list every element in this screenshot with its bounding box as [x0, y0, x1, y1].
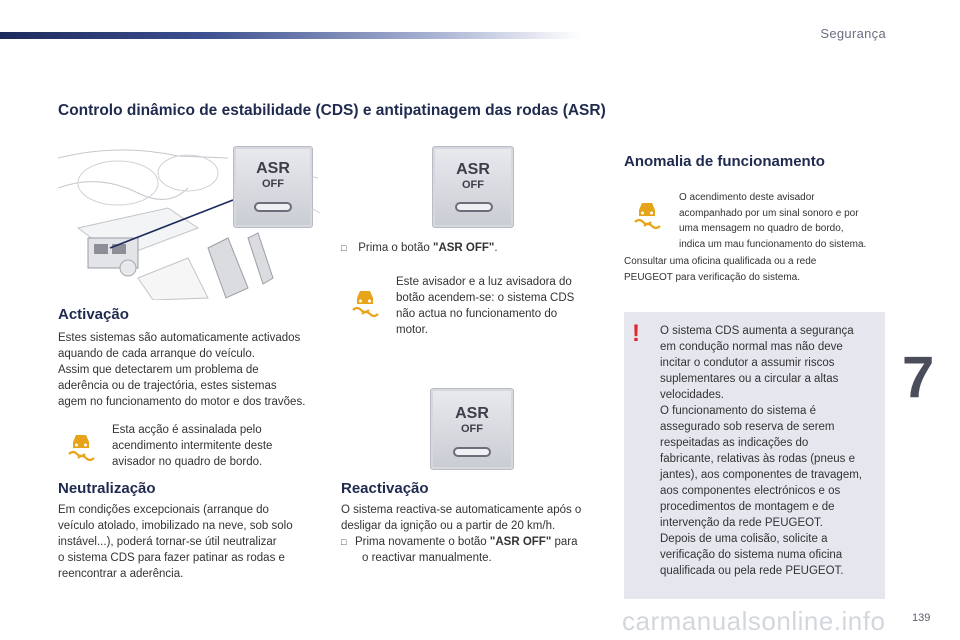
text-line: veículo atolado, imobilizado na neve, sob solo — [58, 520, 293, 532]
text-line: incitar o condutor a assumir riscos — [660, 357, 835, 369]
safety-note-text — [660, 323, 885, 579]
anomalia-text-full — [624, 254, 884, 285]
text-line: Em condições excepcionais (arranque do — [58, 504, 269, 516]
text-line: qualificada ou pela rede PEUGEOT. — [660, 565, 844, 577]
text-line: intervenção da rede PEUGEOT. — [660, 517, 823, 529]
watermark-text: carmanualsonline.info — [622, 606, 886, 636]
text-line: acendimento intermitente deste — [112, 440, 273, 452]
text-line: motor. — [396, 324, 428, 336]
step-bold: "ASR OFF" — [489, 536, 552, 548]
step-end: para — [551, 536, 578, 548]
text-line: O sistema reactiva-se automaticamente após o — [341, 504, 582, 516]
reactivate-step — [341, 534, 616, 550]
text-line: avisador no quadro de bordo. — [112, 456, 263, 468]
text-line: Consultar uma oficina qualificada ou a rede — [624, 256, 817, 267]
press-asr-step — [341, 240, 611, 256]
text-line: não actua no funcionamento do — [396, 308, 558, 320]
anomalia-heading: Anomalia de funcionamento — [624, 153, 825, 170]
step-bold: "ASR OFF" — [433, 242, 495, 254]
text-line: fabricante, relativas às rodas (pneus e — [660, 453, 855, 465]
text-line: em condução normal mas não deve — [660, 341, 843, 353]
text-line: assegurado sob reserva de serem — [660, 421, 835, 433]
checkbox-bullet-icon: □ — [341, 537, 347, 547]
page-number: 139 — [912, 612, 931, 624]
asr-label: ASR — [456, 161, 490, 178]
checkbox-bullet-icon: □ — [341, 243, 347, 253]
text-line: PEUGEOT para verificação do sistema. — [624, 271, 800, 283]
neutralizacao-heading: Neutralização — [58, 480, 156, 497]
asr-label: ASR — [256, 160, 290, 177]
stability-warning-icon — [630, 196, 664, 230]
indicator-note-text — [396, 274, 606, 338]
text-line: uma mensagem no quadro de bordo, — [679, 223, 844, 234]
text-line: acompanhado por um sinal sonoro e por — [679, 207, 859, 219]
exclamation-alert-icon: ! — [632, 320, 640, 347]
stability-warning-icon — [64, 428, 98, 462]
off-label: OFF — [262, 178, 284, 190]
page-title: Controlo dinâmico de estabilidade (CDS) e antipatinagem das rodas (ASR) — [58, 102, 606, 119]
text-line: agem no funcionamento do motor e dos travões. — [58, 396, 306, 408]
text-line: verificação do sistema numa oficina — [660, 549, 843, 561]
text-line: indica um mau funcionamento do sistema. — [679, 238, 867, 250]
text-line: o reactivar manualmente. — [362, 552, 492, 564]
text-line: Assim que detectarem um problema de — [58, 364, 259, 376]
anomalia-text — [679, 190, 894, 252]
text-line: O sistema CDS aumenta a segurança — [660, 325, 854, 337]
text-line: aderência ou de trajectória, estes sistemas — [58, 380, 277, 392]
text-line: desligar da ignição ou a partir de 20 km/h. — [341, 520, 556, 532]
off-label: OFF — [461, 423, 483, 435]
text-line: aquando de cada arranque do veículo. — [58, 348, 255, 360]
asr-off-button-illustration — [233, 146, 313, 228]
asr-off-button-image-reactivation — [430, 388, 514, 470]
text-line: procedimentos de montagem e de — [660, 501, 835, 513]
text-line: reencontrar a aderência. — [58, 568, 184, 580]
text-line: O acendimento deste avisador — [679, 192, 815, 203]
activacao-warning-text — [112, 422, 322, 470]
text-line: O funcionamento do sistema é — [660, 405, 816, 417]
text-line: botão acendem-se: o sistema CDS — [396, 292, 575, 304]
text-line: Depois de uma colisão, solicite a — [660, 533, 828, 545]
chapter-number: 7 — [902, 345, 935, 410]
text-line: suplementares ou a circular a altas — [660, 373, 839, 385]
text-line: velocidades. — [660, 389, 724, 401]
button-led-slot — [455, 202, 493, 212]
neutralizacao-text — [58, 502, 333, 582]
text-line: instável...), poderá tornar-se útil neutralizar — [58, 536, 277, 548]
step-end: . — [494, 242, 498, 254]
header-gradient-bar — [0, 32, 580, 39]
activacao-heading: Activação — [58, 306, 129, 323]
text-line: Esta acção é assinalada pelo — [112, 424, 262, 436]
reactivacao-text — [341, 502, 616, 566]
text-line: Estes sistemas são automaticamente activados — [58, 332, 301, 344]
section-label: Segurança — [820, 26, 886, 41]
step-text: Prima novamente o botão — [355, 536, 490, 548]
off-label: OFF — [462, 179, 484, 191]
stability-warning-icon — [348, 284, 382, 318]
activacao-text — [58, 330, 328, 410]
text-line: jantes), aos componentes de travagem, — [660, 469, 863, 481]
text-line: Este avisador e a luz avisadora do — [396, 276, 572, 288]
text-line: respeitadas as indicações do — [660, 437, 809, 449]
step-text: Prima o botão — [358, 242, 433, 254]
button-led-slot — [453, 447, 491, 457]
reactivacao-heading: Reactivação — [341, 480, 429, 497]
button-led-slot — [254, 202, 292, 212]
asr-label: ASR — [455, 405, 489, 422]
text-line: o sistema CDS para fazer patinar as rodas e — [58, 552, 285, 564]
text-line: aos componentes electrónicos e os — [660, 485, 841, 497]
asr-off-button-image — [432, 146, 514, 228]
